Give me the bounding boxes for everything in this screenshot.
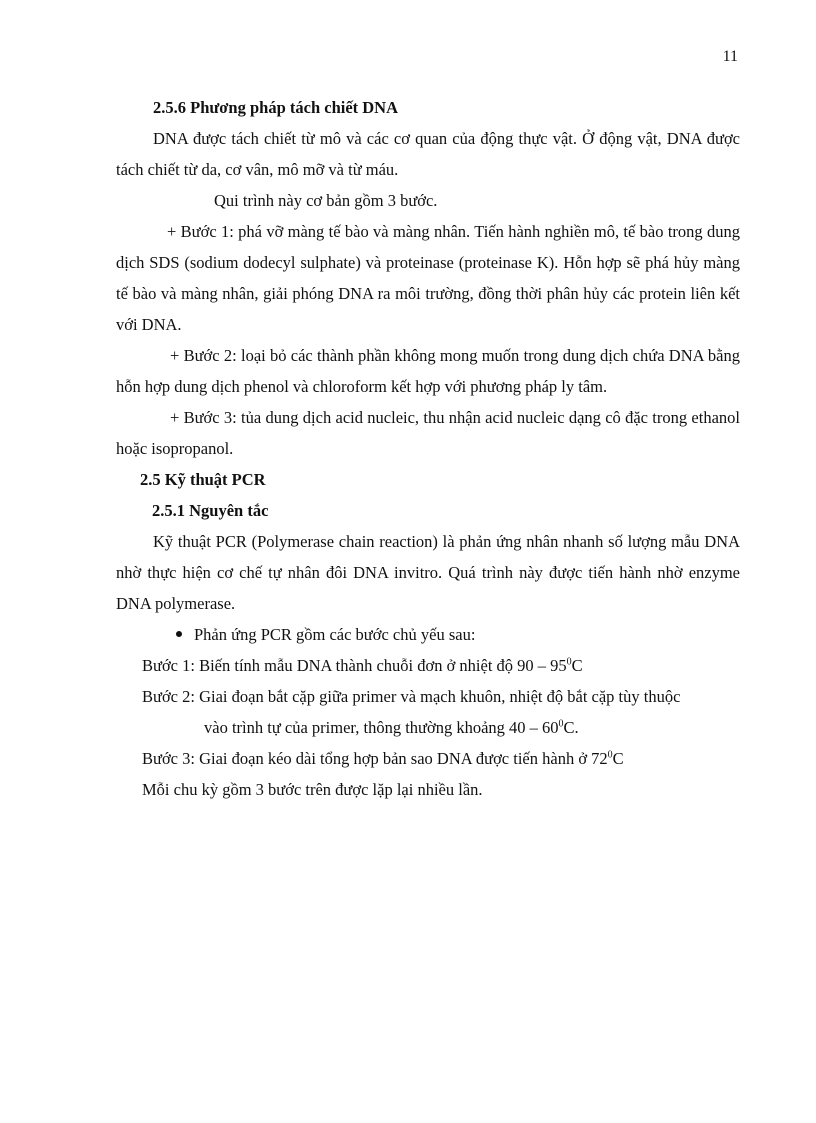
pcr-step-1-text: Bước 1: Biến tính mẫu DNA thành chuỗi đơn ở nhiệt độ 90 – 95 xyxy=(142,656,567,675)
degree-sup: 0 xyxy=(566,656,572,668)
section-2-5-title: 2.5 Kỹ thuật PCR xyxy=(140,470,266,489)
celsius-unit: C xyxy=(571,656,583,675)
paragraph-step-3: + Bước 3: tủa dung dịch acid nucleic, thu nhận acid nucleic dạng cô đặc trong ethanol hoặc isopropanol. xyxy=(116,408,740,458)
pcr-step-2: Bước 2: Giai đoạn bắt cặp giữa primer và mạch khuôn, nhiệt độ bắt cặp tùy thuộc xyxy=(142,687,681,706)
cycle-note: Mỗi chu kỳ gồm 3 bước trên được lặp lại nhiều lần. xyxy=(142,780,483,799)
section-2-5-6-title: 2.5.6 Phương pháp tách chiết DNA xyxy=(153,98,399,117)
degree-sup: 0 xyxy=(558,718,564,730)
celsius-unit: C xyxy=(612,749,624,768)
paragraph-step-2: + Bước 2: loại bỏ các thành phần không mong muốn trong dung dịch chứa DNA bằng hỗn hợp dung dịch phenol và chloroform kết hợp với phương pháp ly tâm. xyxy=(116,346,740,396)
bullet-text: Phản ứng PCR gồm các bước chủ yếu sau: xyxy=(194,625,476,644)
degree-sup: 0 xyxy=(607,749,613,761)
section-2-5-1-title: 2.5.1 Nguyên tắc xyxy=(152,501,269,520)
pcr-step-2-text: vào trình tự của primer, thông thường khoảng 40 – 60 xyxy=(204,718,559,737)
pcr-step-2-cont xyxy=(116,712,740,743)
paragraph: Kỹ thuật PCR (Polymerase chain reaction) là phản ứng nhân nhanh số lượng mẫu DNA nhờ thực hiện cơ chế tự nhân đôi DNA invitro. Quá trình này được tiến hành nhờ enzyme DNA polymerase. xyxy=(116,532,740,613)
paragraph: DNA được tách chiết từ mô và các cơ quan của động thực vật. Ở động vật, DNA được tách chiết từ da, cơ vân, mô mỡ và từ máu. xyxy=(116,129,740,179)
pcr-step-3-text: Bước 3: Giai đoạn kéo dài tổng hợp bản sao DNA được tiến hành ở 72 xyxy=(142,749,608,768)
bullet-item xyxy=(116,619,740,650)
bullet-icon xyxy=(176,631,182,637)
page-number: 11 xyxy=(722,48,738,65)
paragraph: Qui trình này cơ bản gồm 3 bước. xyxy=(214,191,438,210)
celsius-unit: C. xyxy=(563,718,579,737)
paragraph-step-1: + Bước 1: phá vỡ màng tế bào và màng nhân. Tiến hành nghiền mô, tế bào trong dung dịch SDS (sodium dodecyl sulphate) và proteinase (proteinase K). Hỗn hợp sẽ phá hủy màng tế bào và màng nhân, giải phóng DNA ra môi trường, đồng thời phân hủy các protein liên kết với DNA. xyxy=(116,222,740,334)
pcr-step-3 xyxy=(116,743,740,774)
pcr-step-1 xyxy=(116,650,740,681)
document-body xyxy=(116,92,740,805)
